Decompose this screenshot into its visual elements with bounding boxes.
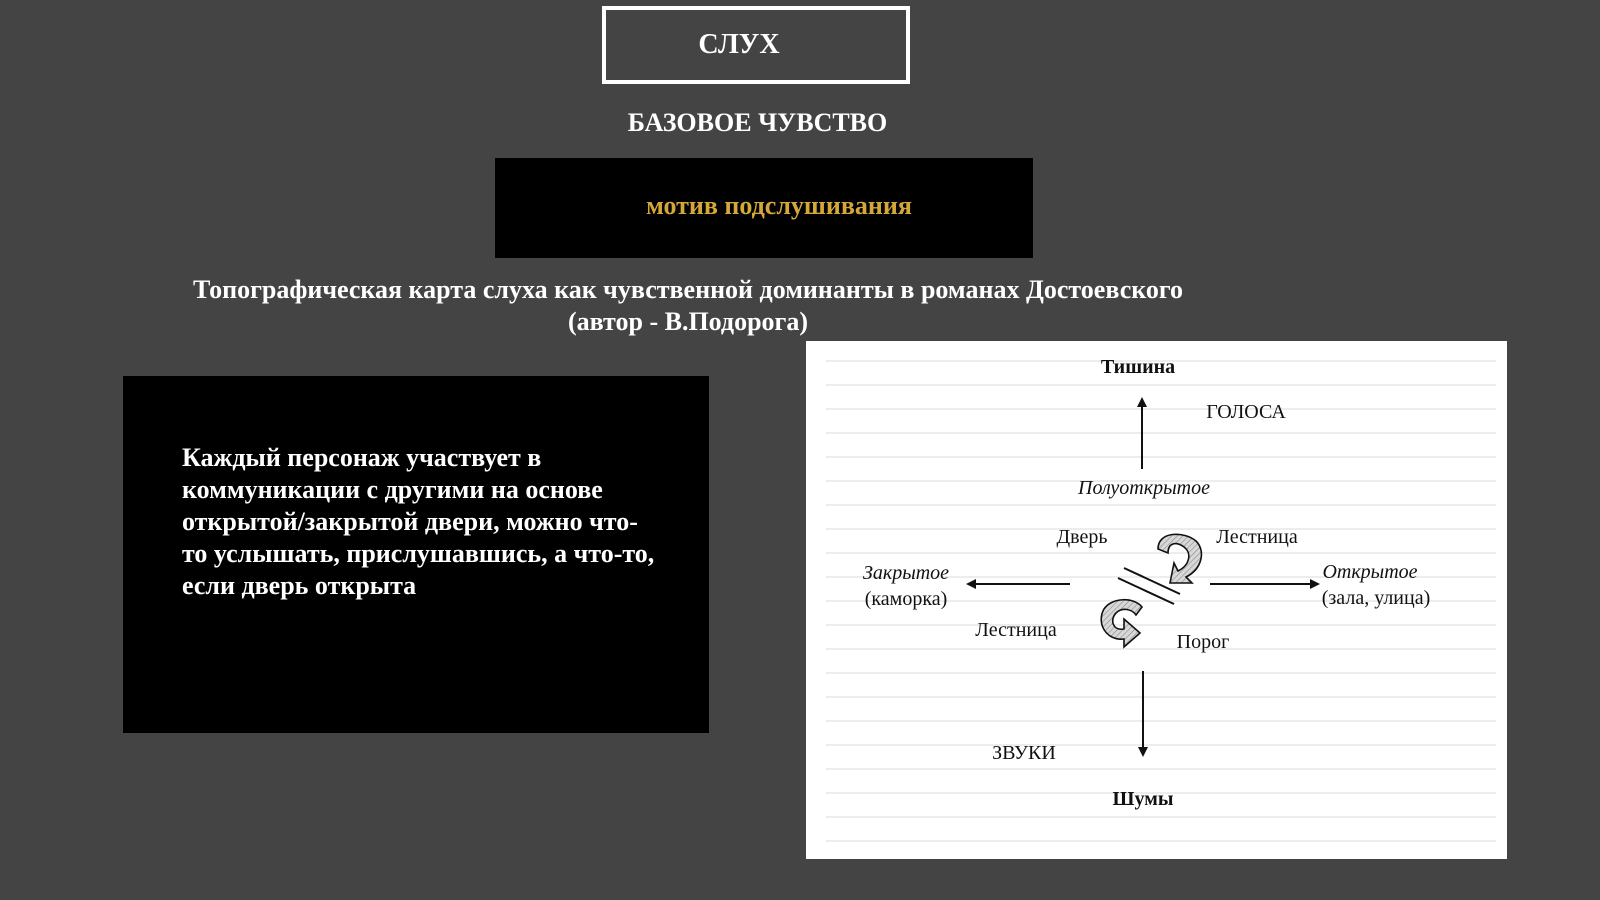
label-silence: Тишина [1100, 356, 1176, 378]
label-stairs-upper: Лестница [1216, 526, 1298, 548]
slide-title-box [602, 6, 910, 84]
motif-box [495, 158, 1033, 258]
description-box [123, 376, 709, 733]
label-threshold: Порог [1176, 631, 1230, 653]
label-closed: Закрытое [862, 562, 950, 584]
hearing-map-figure [806, 341, 1507, 859]
motif-text: мотив подслушивания [646, 190, 912, 220]
label-open: Открытое [1322, 561, 1418, 583]
label-noises: Шумы [1112, 788, 1174, 810]
label-door: Дверь [1056, 526, 1108, 548]
description-text: Каждый персонаж участвует в коммуникации с другими на основе открытой/закрытой двери, можно что-то услышать, прислушавшись, а что-то, если дверь открыта [182, 443, 655, 600]
rotation-arrow-lower-icon [1101, 600, 1142, 647]
label-half-open: Полуоткрытое [1078, 477, 1210, 499]
map-caption [0, 274, 1376, 338]
slide-subtitle: БАЗОВОЕ ЧУВСТВО [627, 108, 888, 137]
label-open-sub: (зала, улица) [1321, 587, 1431, 609]
hearing-map-diagram [806, 341, 1507, 859]
map-caption-line1: Топографическая карта слуха как чувственной доминанты в романах Достоевского [192, 275, 1184, 304]
label-closed-sub: (каморка) [864, 588, 948, 610]
rotation-arrow-upper-icon [1158, 534, 1201, 583]
map-caption-line2: (автор - В.Подорога) [568, 307, 808, 336]
label-stairs-lower: Лестница [975, 619, 1057, 641]
label-voices: ГОЛОСА [1206, 401, 1286, 423]
slide-title: СЛУХ [698, 29, 780, 60]
label-sounds: ЗВУКИ [992, 742, 1056, 764]
